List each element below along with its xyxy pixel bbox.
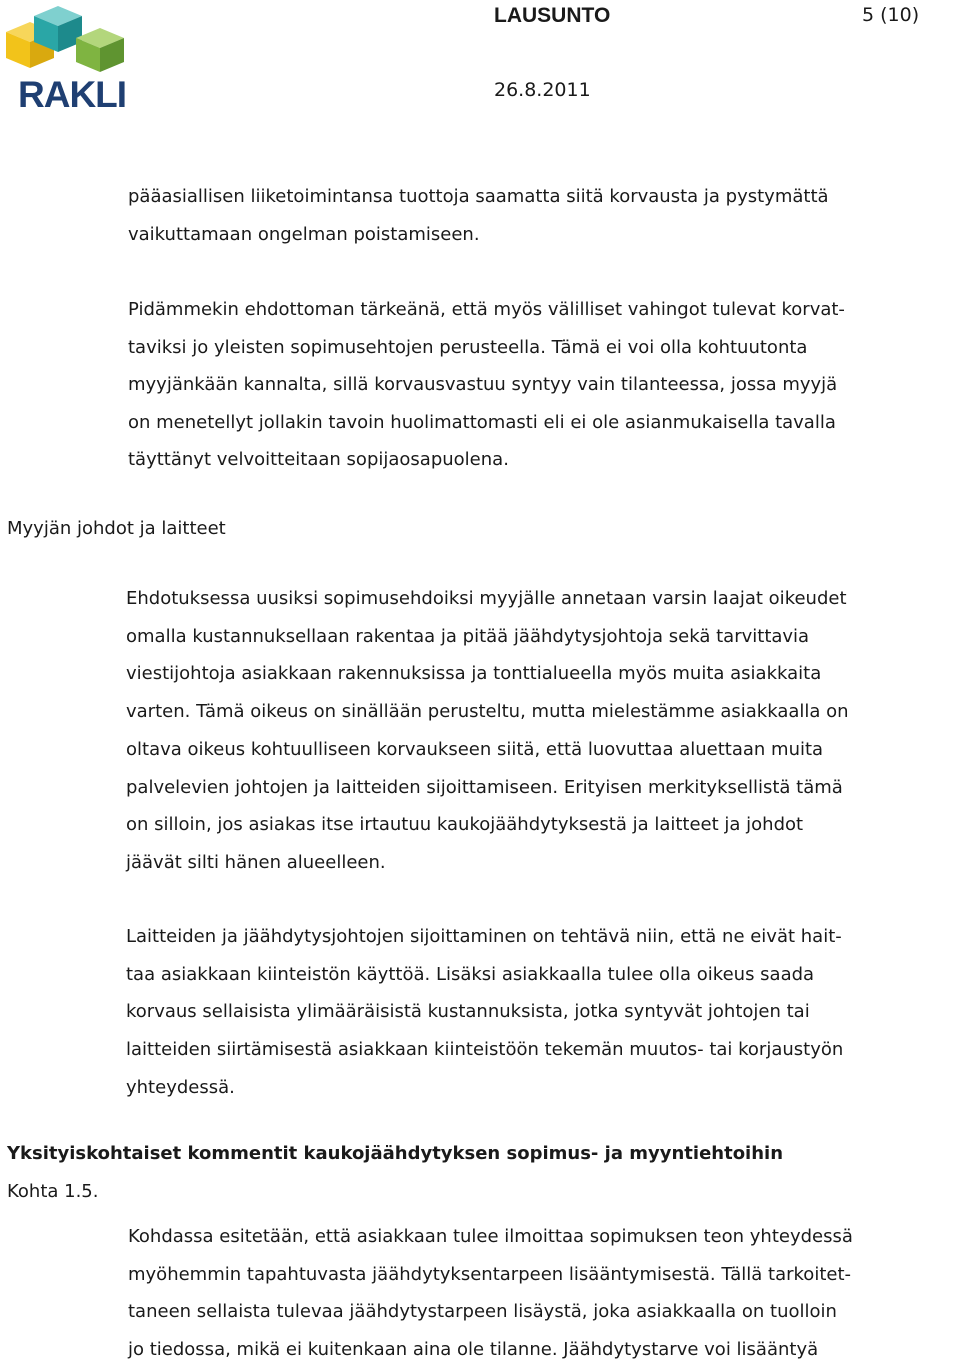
logo-cubes-icon [4, 4, 128, 74]
text-line: on menetellyt jollakin tavoin huolimattomasti eli ei ole asianmukaisella tavalla [128, 411, 836, 433]
text-line: laitteiden siirtämisestä asiakkaan kiinteistöön tekemän muutos- tai korjaustyön [126, 1039, 844, 1061]
text-line: taa asiakkaan kiinteistön käyttöä. Lisäksi asiakkaalla tulee olla oikeus saada [126, 963, 815, 985]
text-line: taviksi jo yleisten sopimusehtojen perusteella. Tämä ei voi olla kohtuutonta [128, 336, 808, 358]
text-line: palvelevien johtojen ja laitteiden sijoittamiseen. Erityisen merkityksellistä tämä [126, 776, 843, 798]
section-heading-kommentit: Yksityiskohtaiset kommentit kaukojäähdytyksen sopimus- ja myyntiehtoihin [7, 1143, 784, 1164]
text-line: korvaus sellaisista ylimääräisistä kustannuksista, jotka syntyvät johtojen tai [126, 1001, 810, 1023]
rakli-logo [4, 4, 128, 115]
paragraph-2 [128, 291, 845, 479]
logo-wordmark: RAKLI [18, 74, 127, 115]
section-heading-johdot: Myyjän johdot ja laitteet [7, 518, 226, 539]
document-date: 26.8.2011 [494, 79, 591, 101]
paragraph-4 [126, 918, 843, 1107]
text-line: pääasiallisen liiketoimintansa tuottoja saamatta siitä korvausta ja pystymättä [128, 186, 829, 207]
text-line: jäävät silti hänen alueelleen. [126, 851, 386, 873]
text-line: täyttänyt velvoitteitaan sopijaosapuolena. [128, 449, 509, 470]
text-line: oltava oikeus kohtuulliseen korvaukseen siitä, että luovuttaa aluettaan muita [126, 738, 824, 760]
text-line: myöhemmin tapahtuvasta jäähdytyksentarpeen lisääntymisestä. Tällä tarkoitet- [128, 1263, 852, 1285]
text-line: myyjänkään kannalta, sillä korvausvastuu syntyy vain tilanteessa, jossa myyjä [128, 374, 838, 395]
text-line: on silloin, jos asiakas itse irtautuu kaukojäähdytyksestä ja laitteet ja johdot [126, 814, 804, 836]
subsection-heading-kohta: Kohta 1.5. [7, 1181, 99, 1202]
text-line: taneen sellaista tulevaa jäähdytystarpeen lisäystä, joka asiakkaalla on tuolloin [128, 1301, 837, 1323]
text-line: Pidämmekin ehdottoman tärkeänä, että myös välilliset vahingot tulevat korvat- [128, 299, 845, 320]
text-line: omalla kustannuksellaan rakentaa ja pitää jäähdytysjohtoja sekä tarvittavia [126, 625, 810, 647]
paragraph-5 [128, 1218, 853, 1369]
page-number: 5 (10) [862, 4, 920, 26]
text-line: jo tiedossa, mikä ei kuitenkaan aina ole tilanne. Jäähdytystarve voi lisääntyä [128, 1339, 819, 1361]
text-line: varten. Tämä oikeus on sinällään perusteltu, mutta mielestämme asiakkaalla on [126, 701, 849, 723]
text-line: vaikuttamaan ongelman poistamiseen. [128, 224, 480, 245]
text-line: viestijohtoja asiakkaan rakennuksissa ja tonttialueella myös muita asiakkaita [126, 663, 822, 685]
text-line: Ehdotuksessa uusiksi sopimusehdoiksi myyjälle annetaan varsin laajat oikeudet [126, 588, 847, 609]
text-line: Kohdassa esitetään, että asiakkaan tulee ilmoittaa sopimuksen teon yhteydessä [128, 1226, 853, 1247]
text-line: yhteydessä. [126, 1076, 235, 1098]
text-line: Laitteiden ja jäähdytysjohtojen sijoittaminen on tehtävä niin, että ne eivät hait- [126, 926, 842, 947]
paragraph-1 [128, 178, 829, 254]
document-type: LAUSUNTO [494, 4, 611, 27]
paragraph-3 [126, 580, 849, 882]
